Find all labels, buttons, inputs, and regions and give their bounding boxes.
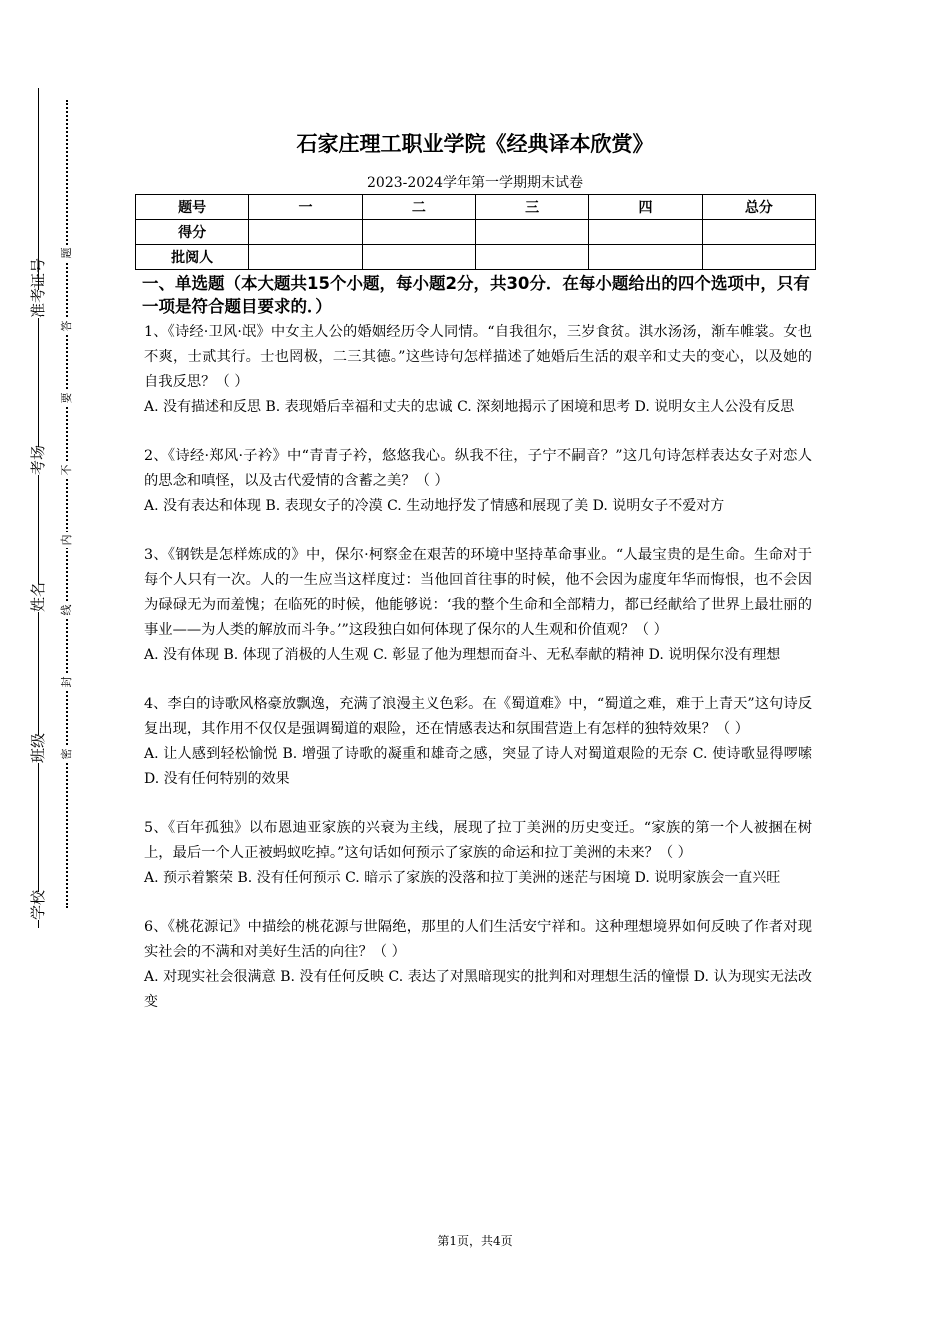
question-options: A. 让人感到轻松愉悦 B. 增强了诗歌的凝重和雄奇之感，突显了诗人对蜀道艰险的无奈 C. 使诗歌显得啰嗦 D. 没有任何特别的效果 (144, 746, 812, 787)
score-table-header-cell: 一 (249, 195, 362, 220)
seal-char: 答 (59, 318, 75, 334)
seal-char: 封 (59, 674, 75, 690)
binding-line (38, 88, 39, 928)
question-stem: 3、《钢铁是怎样炼成的》中，保尔·柯察金在艰苦的环境中坚持革命事业。“人最宝贵的是生命。生命对于每个人只有一次。人的一生应当这样度过：当他回首往事的时候，他不会因为虚度年华而悔恨，也不会因为碌碌无为而羞愧；在临死的时候，他能够说：‘我的整个生命和全部精力，都已经献给了世界上最壮丽的事业——为人类的解放而斗争。’”这段独白如何体现了保尔的人生观和价值观？（ ） (144, 547, 812, 638)
score-table-header-cell: 四 (589, 195, 702, 220)
score-cell (475, 220, 588, 245)
question-5 (144, 816, 812, 891)
seal-char: 要 (59, 390, 75, 406)
question-stem: 1、《诗经·卫风·氓》中女主人公的婚姻经历令人同情。“自我徂尔，三岁食贫。淇水汤汤，渐车帷裳。女也不爽，士贰其行。士也罔极，二三其德。”这些诗句怎样描述了她婚后生活的艰辛和丈夫的变心，以及她的自我反思？（ ） (144, 324, 812, 390)
score-table (135, 194, 816, 270)
seal-char: 内 (59, 532, 75, 548)
reviewer-cell (702, 245, 815, 270)
score-row-label: 得分 (136, 220, 249, 245)
score-cell (589, 220, 702, 245)
school-label: 学校 (24, 892, 52, 920)
reviewer-cell (362, 245, 475, 270)
question-options: A. 对现实社会很满意 B. 没有任何反映 C. 表达了对黑暗现实的批判和对理想生活的憧憬 D. 认为现实无法改变 (144, 969, 812, 1010)
question-6 (144, 915, 812, 1015)
reviewer-row-label: 批阅人 (136, 245, 249, 270)
exam-content (144, 272, 812, 1039)
question-3 (144, 543, 812, 668)
reviewer-cell (475, 245, 588, 270)
score-cell (362, 220, 475, 245)
exam-number-label: 准考证号 (24, 290, 52, 318)
question-stem: 5、《百年孤独》以布恩迪亚家族的兴衰为主线，展现了拉丁美洲的历史变迁。“家族的第一个人被捆在树上，最后一个人正被蚂蚁吃掉。”这句话如何预示了家族的命运和拉丁美洲的未来？（ ） (144, 820, 812, 861)
question-1 (144, 320, 812, 420)
section-title: 一、单选题（本大题共15个小题，每小题2分，共30分．在每小题给出的四个选项中，只有一项是符合题目要求的．） (142, 274, 810, 316)
class-label: 班级 (24, 735, 52, 763)
score-row (136, 220, 816, 245)
reviewer-cell (249, 245, 362, 270)
exam-title: 石家庄理工职业学院《经典译本欣赏》 (296, 132, 654, 156)
seal-char: 线 (59, 602, 75, 618)
seal-char: 密 (59, 746, 75, 762)
seal-char: 题 (59, 245, 75, 261)
reviewer-row (136, 245, 816, 270)
score-table-header-cell: 三 (475, 195, 588, 220)
question-options: A. 没有体现 B. 体现了消极的人生观 C. 彰显了他为理想而奋斗、无私奉献的精神 D. 说明保尔没有理想 (144, 647, 781, 663)
question-options: A. 没有表达和体现 B. 表现女子的冷漠 C. 生动地抒发了情感和展现了美 D. 说明女子不爱对方 (144, 498, 725, 514)
question-4 (144, 692, 812, 792)
exam-room-label: 考场 (24, 447, 52, 475)
question-stem: 2、《诗经·郑风·子衿》中“青青子衿，悠悠我心。纵我不往，子宁不嗣音？”这几句诗怎样表达女子对恋人的思念和嗔怪，以及古代爱情的含蓄之美？（ ） (144, 448, 812, 489)
question-options: A. 没有描述和反思 B. 表现婚后幸福和丈夫的忠诚 C. 深刻地揭示了困境和思考 D. 说明女主人公没有反思 (144, 399, 795, 415)
score-cell (702, 220, 815, 245)
seal-char: 不 (59, 462, 75, 478)
reviewer-cell (589, 245, 702, 270)
question-2 (144, 444, 812, 519)
page-footer: 第1页，共4页 (437, 1234, 513, 1248)
score-table-header-cell: 题号 (136, 195, 249, 220)
exam-subtitle: 2023-2024学年第一学期期末试卷 (367, 175, 583, 191)
question-stem: 4、李白的诗歌风格豪放飘逸，充满了浪漫主义色彩。在《蜀道难》中，“蜀道之难，难于上青天”这句诗反复出现，其作用不仅仅是强调蜀道的艰险，还在情感表达和氛围营造上有怎样的独特效果？（ ） (144, 696, 812, 737)
name-label: 姓名 (24, 584, 52, 612)
question-options: A. 预示着繁荣 B. 没有任何预示 C. 暗示了家族的没落和拉丁美洲的迷茫与困境 D. 说明家族会一直兴旺 (144, 870, 781, 886)
score-table-header-row (136, 195, 816, 220)
question-stem: 6、《桃花源记》中描绘的桃花源与世隔绝，那里的人们生活安宁祥和。这种理想境界如何反映了作者对现实社会的不满和对美好生活的向往？（ ） (144, 919, 812, 960)
score-cell (249, 220, 362, 245)
score-table-header-cell: 总分 (702, 195, 815, 220)
score-table-header-cell: 二 (362, 195, 475, 220)
seal-dotted-line (66, 100, 68, 908)
